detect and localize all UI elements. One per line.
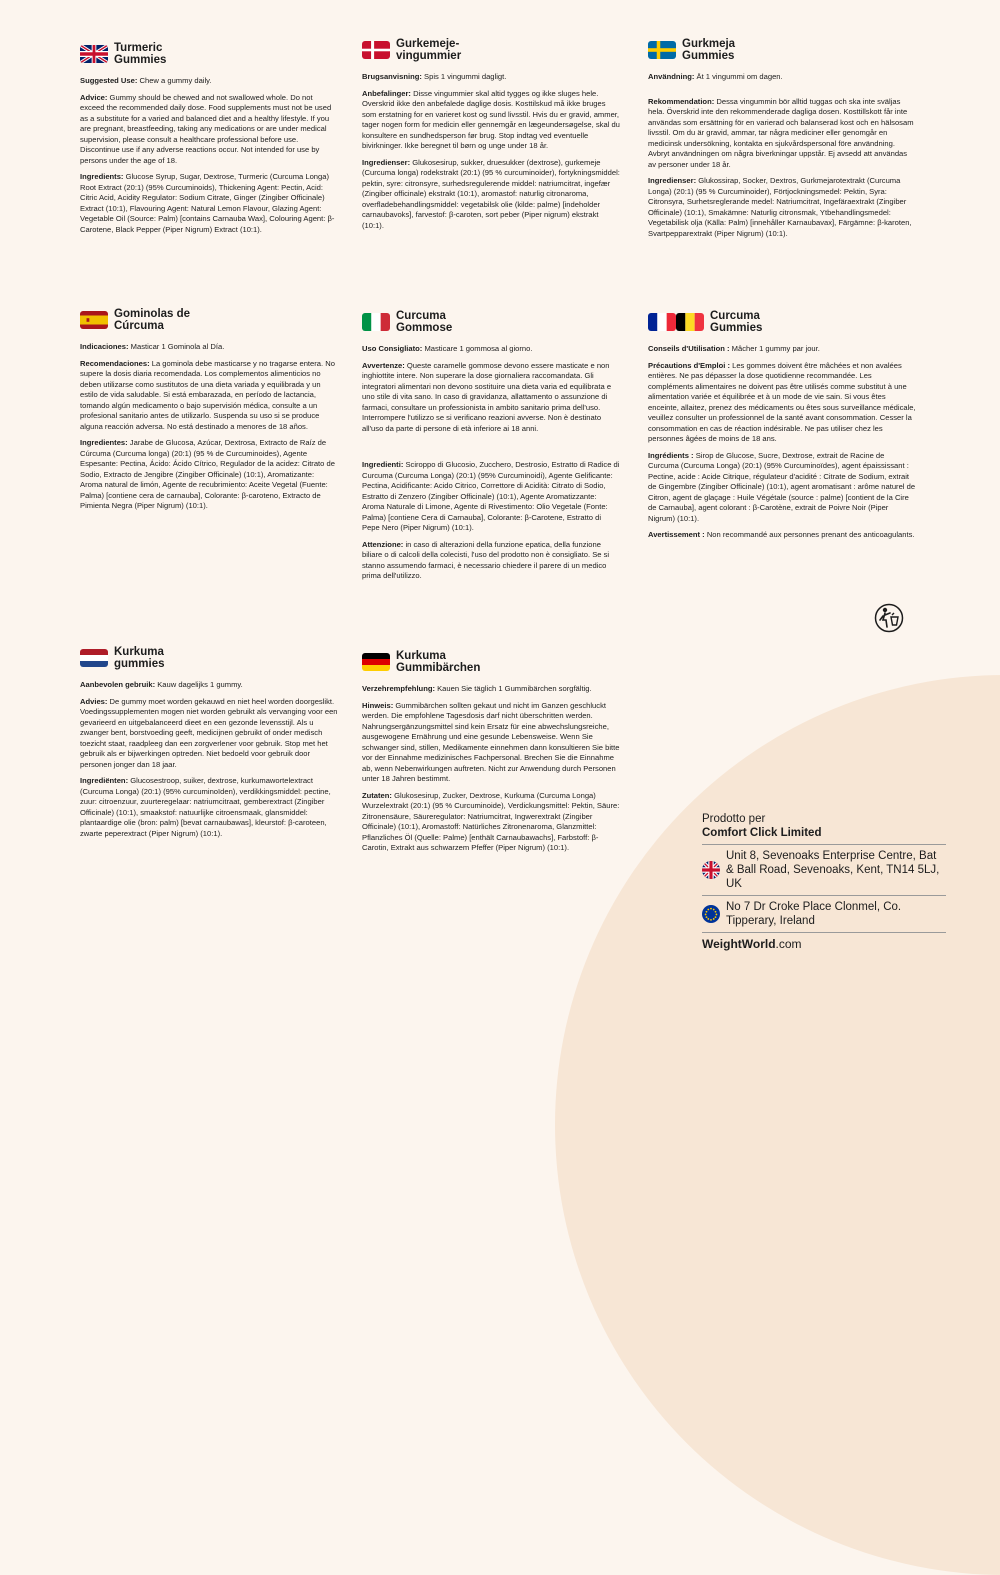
usage-text: Aanbevolen gebruik: Kauw dagelijks 1 gummy. bbox=[80, 680, 243, 689]
advice-text: Rekommendation: Dessa vingummin bör alltid tuggas och ska inte sväljas hela. Överskrid inte den rekommenderade dagliga dosen. Kosttillskott får inte användas som ersättning för en varierad och balanserad kost och en hälsosam livsstil. Om du är gravid, ammar, tar några mediciner eller genomgår en medicinsk undersökning, kontakta en sjukvårdspersonal före användning. Avbryt användningen om några biverkningar uppstår. Ej avsedd att användas av personer under 18 år. bbox=[648, 96, 914, 169]
ingredients-text: Ingredientes: Jarabe de Glucosa, Azúcar, Dextrosa, Extracto de Raíz de Cúrcuma (Curcuma longa) (20:1) (95 % de Curcuminoides), Agente Espesante: Pectina, Ácido: Ácido Cítrico, Regulador de la acidez: Citrato de Sodio, Extracto de Jengibre (Zingiber Officinale) (10:1), Aromatizante: Aroma natural de limón, Agente de recubrimiento: Aceite Vegetal (Fuente: Palma) [contiene cera de carnauba], Colorante: β-caroteno, Extracto de Pimienta Negra (Piper Nigrum) (10:1). bbox=[80, 438, 335, 510]
advice-text: Avvertenze: Queste caramelle gommose devono essere masticate e non inghiottite intere. Non superare la dose giornaliera raccomandata. Gli integratori alimentari non devono sostituire una dieta varia ed equilibrata e uno stile di vita sano. In caso di gravidanza, allattamento o assunzione di farmaci, consultare un professionista in ambito sanitario prima dell'uso. Interrompere l'utilizzo se si verificano reazioni avverse. Non è destinato all'uso da parte di persone di età inferiore ai 18 anni. bbox=[362, 360, 612, 433]
produced-for-label: Prodotto per bbox=[702, 813, 766, 825]
eu-flag-icon bbox=[702, 905, 720, 923]
spain-flag-icon bbox=[80, 311, 108, 329]
section-title: Turmeric Gummies bbox=[114, 42, 167, 66]
ingredients-text: Ingredienser: Glukosesirup, sukker, druesukker (dextrose), gurkemeje (Curcuma longa) rodekstrakt (20:1) (95 % curcuminoider), fortykningsmiddel: pektin, syre: citronsyre, surhedsregulerende middel: natriumcitrat, ingefær (Zingiber officinale) ekstrakt (10:1), aromastof: naturlig citronaroma, overfladebehandlingsmiddel: vegetabilsk olie (kilde: palme) [indeholder carnaubavoks], farvestof: β-caroten, sort peber (Piper nigrum) ekstrakt (10:1). bbox=[362, 157, 620, 230]
section-nl bbox=[80, 646, 338, 845]
section-title: Gominolas de Cúrcuma bbox=[114, 308, 191, 332]
section-title: Curcuma Gummies bbox=[710, 310, 763, 334]
italy-flag-icon bbox=[362, 313, 390, 331]
usage-text: Brugsanvisning: Spis 1 vingummi dagligt. bbox=[362, 72, 507, 81]
section-se bbox=[648, 38, 916, 245]
usage-text: Suggested Use: Chew a gummy daily. bbox=[80, 76, 212, 85]
section-es bbox=[80, 308, 338, 518]
ingredients-text: Zutaten: Glukosesirup, Zucker, Dextrose, Kurkuma (Curcuma Longa) Wurzelextrakt (20:1) (95 % Curcuminoide), Verdickungsmittel: Pektin, Säure: Zitronensäure, Säureregulator: Natriumcitrat, Ingwerextrakt (Zingiber Officinale) (10:1), Aromastoff: Natürliches Zitronenaroma, Glanzmittel: Pflanzliches Öl (Quelle: Palme) [enthält Carnaubawachs], Farbstoff: β-Carotin, Extrakt aus schwarzem Pfeffer (Piper Nigrum) (10:1). bbox=[362, 790, 620, 852]
uk-address: Unit 8, Sevenoaks Enterprise Centre, Bat & Ball Road, Sevenoaks, Kent, TN14 5LJ, UK bbox=[726, 850, 940, 890]
usage-text: Användning: Ät 1 vingummi om dagen. bbox=[648, 72, 783, 81]
advice-text: Advies: De gummy moet worden gekauwd en niet heel worden doorgeslikt. Voedingssupplementen mogen niet worden gebruikt als vervanging voor een gevarieerd en uitgebalanceerd dieet en een gezonde levensstijl. Als u zwanger bent, borstvoeding geeft, medicijnen gebruikt of onder medisch toezicht staat, raadpleeg dan een zorgverlener voor gebruik. Stop met het gebruik als er bijwerkingen optreden. Niet bedoeld voor gebruik door personen jonger dan 18 jaar. bbox=[80, 696, 338, 769]
warning-text: Avertissement : Non recommandé aux personnes prenant des anticoagulants. bbox=[648, 530, 915, 539]
usage-text: Verzehrempfehlung: Kauen Sie täglich 1 Gummibärchen sorgfältig. bbox=[362, 684, 592, 693]
advice-text: Advice: Gummy should be chewed and not swallowed whole. Do not exceed the recommended daily dose. Food supplements must not be used as a substitute for a varied and balanced diet and a healthy lifestyle. If you are pregnant, breastfeeding, taking any medications or are under medical supervision, please consult a healthcare professional before use. Discontinue use if any adverse reactions occur. Not intended for use by persons under the age of 18. bbox=[80, 92, 332, 165]
warning-text: Attenzione: in caso di alterazioni della funzione epatica, della funzione biliare o di calcoli della colecisti, l'uso del prodotto non è consigliato. Se si stanno assumendo farmaci, è necessario chiedere il parere di un medico prima dell'utilizzo. bbox=[362, 539, 610, 580]
sweden-flag-icon bbox=[648, 41, 676, 59]
section-header bbox=[80, 42, 338, 66]
section-header bbox=[80, 646, 338, 670]
section-title: Kurkuma Gummibärchen bbox=[396, 650, 481, 674]
section-header bbox=[362, 650, 620, 674]
tidyman-recycle-icon bbox=[874, 603, 904, 633]
divider bbox=[702, 895, 946, 896]
france-flag-icon bbox=[648, 313, 676, 331]
ie-address-row bbox=[702, 900, 946, 928]
ingredients-text: Ingredienti: Sciroppo di Glucosio, Zucchero, Destrosio, Estratto di Radice di Curcuma (Curcuma Longa) (20:1) (95% Curcuminoidi), Agente Gelificante: Pectina, Acidificante: Acido Citrico, Correttore di Acidità: Citrato di Sodio, Estratto di Zenzero (Zingiber Officinale) (10:1), Agente Aromatizzante: Aroma Naturale di Limone, Agente di Rivestimento: Olio Vegetale (Fonte: Palma) [contiene Cera di Carnauba], Colorante: β-Carotene, Estratto di Pepe Nero (Piper Nigrum) (10:1). bbox=[362, 460, 620, 532]
section-de bbox=[362, 650, 620, 860]
ingredients-text: Ingredienser: Glukossirap, Socker, Dextros, Gurkmejarotextrakt (Curcuma Longa) (20:1) (95 % Curcuminoider), Förtjockningsmedel: Pektin, Syra: Citronsyra, Surhetsreglerande medel: Natriumcitrat, Ingefäraextrakt (Zingiber Officinale) (10:1), Smakämne: Naturlig citronsmak, Ytbehandlingsmedel: Vegetabilisk olja (Källa: Palm) [innehåller Karnaubavax], Färgämne: β-karoten, Svartpepparextrakt (Piper Nigrum) (10:1). bbox=[648, 176, 912, 238]
uk-flag-icon bbox=[80, 45, 108, 63]
netherlands-flag-icon bbox=[80, 649, 108, 667]
section-title: Curcuma Gommose bbox=[396, 310, 453, 334]
section-fr bbox=[648, 310, 916, 547]
ingredients-text: Ingrediënten: Glucosestroop, suiker, dextrose, kurkumawortelextract (Curcuma Longa) (20:1) (95% curcuminoïden), verdikkingsmiddel: pectine, zuur: citroenzuur, zuurteregelaar: natriumcitraat, gemberextract (Zingiber Officinale) (10:1), smaakstof: natuurlijke citroensmaak, glansmiddel: plantaardige olie (bron: palm) [bevat carnaubawas], kleurstof: β-caroteen, zwarte peperextract (Piper Nigrum) (10:1). bbox=[80, 776, 331, 838]
section-dk bbox=[362, 38, 620, 237]
advice-text: Hinweis: Gummibärchen sollten gekaut und nicht im Ganzen geschluckt werden. Die empfohlene Tagesdosis darf nicht überschritten werden. Nahrungsergänzungsmittel sind kein Ersatz für eine abwechslungsreiche, ausgewogene Ernährung und eine gesunde Lebensweise. Wenn Sie schwanger sind, stillen, Medikamente einnehmen dann konsultieren Sie bitte vor der Einnahme medizinisches Fachpersonal. Brechen Sie die Einnahme ab, wenn Nebenwirkungen auftreten. Nicht zur Anwendung durch Personen unter 18 Jahren bestimmt. bbox=[362, 700, 620, 783]
advice-text: Recomendaciones: La gominola debe masticarse y no tragarse entera. No supere la dosis diaria recomendada. Los complementos alimenticios no deben utilizarse como sustitutos de una dieta variada y equilibrada y un estilo de vida saludable. Si está embarazada, en período de lactancia, tomando algún medicamento o bajo supervisión médica, consulte a un profesional sanitario antes de utilizarlo. Suspenda su uso si se produce alguna reacción adversa. No está destinado a menores de 18 años. bbox=[80, 358, 335, 431]
background-arc bbox=[555, 675, 1000, 1575]
section-title: Gurkmeja Gummies bbox=[682, 38, 736, 62]
uk-address-row bbox=[702, 849, 946, 891]
denmark-flag-icon bbox=[362, 41, 390, 59]
germany-flag-icon bbox=[362, 653, 390, 671]
advice-text: Anbefalinger: Disse vingummier skal altid tygges og ikke sluges hele. Overskrid ikke den anbefalede daglige dosis. Kosttilskud må ikke bruges som erstatning for en varieret kost og sund livsstil. Hvis du er gravid, ammer, tager nogen form for medicin eller gennemgår en lægeundersøgelse, skal du konsultere en sundhedsperson før brug. Stop indtag ved eventuelle bivirkninger. Ikke beregnet til børn og unge under 18 år. bbox=[362, 88, 620, 150]
ingredients-text: Ingredients: Glucose Syrup, Sugar, Dextrose, Turmeric (Curcuma Longa) Root Extract (20:1) (95% Curcuminoids), Thickening Agent: Pectin, Acid: Citric Acid, Acidity Regulator: Sodium Citrate, Ginger (Zingiber Officinale) Extract (10:1), Flavouring Agent: Natural Lemon Flavour, Glazing Agent: Vegetable Oil (Source: Palm) [contains Carnauba Wax], Colouring Agent: β-Carotene, Black Pepper (Piper Nigrum) Extract (10:1). bbox=[80, 172, 335, 234]
section-header bbox=[80, 308, 338, 332]
uk-flag-icon bbox=[702, 861, 720, 879]
section-header bbox=[362, 38, 620, 62]
section-en bbox=[80, 42, 338, 241]
belgium-flag-icon bbox=[676, 313, 704, 331]
divider bbox=[702, 844, 946, 845]
usage-text: Indicaciones: Masticar 1 Gominola al Día. bbox=[80, 342, 225, 351]
ingredients-text: Ingrédients : Sirop de Glucose, Sucre, Dextrose, extrait de Racine de Curcuma (Curcuma Longa) (20:1) (95% Curcuminoïdes), agent épaississant : Pectine, acide : Acide Citrique, régulateur d'acidité : Citrate de Sodium, extrait de Gingembre (Zingiber Officinale) (10:1), agent aromatisant : arôme naturel de Citron, agent de glaçage : Huile Végétale (source : palme) [contient de la Cire de Carnauba], agent colorant : β-Carotène, extrait de Poivre Noir (Piper Nigrum) (10:1). bbox=[648, 450, 916, 523]
section-header bbox=[648, 38, 916, 62]
usage-text: Conseils d'Utilisation : Mâcher 1 gummy par jour. bbox=[648, 344, 820, 353]
company-name: Comfort Click Limited bbox=[702, 827, 822, 839]
usage-text: Uso Consigliato: Masticare 1 gommosa al giorno. bbox=[362, 344, 533, 353]
section-title: Gurkemeje- vingummier bbox=[396, 38, 462, 62]
advice-text: Précautions d'Emploi : Les gommes doivent être mâchées et non avalées entières. Ne pas dépasser la dose quotidienne recommandée. Les compléments alimentaires ne doivent pas être utilisés comme substitut à une alimentation variée et équilibrée et à un mode de vie sain. Si vous êtes enceinte, allaitez, prenez des médicaments ou êtes sous surveillance médicale, veuillez consulter un professionnel de la santé avant consommation. Cesser la consommation en cas de réaction indésirable. Ne pas utiliser chez les personnes âgées de moins de 18 ans. bbox=[648, 360, 916, 443]
section-it bbox=[362, 310, 620, 588]
section-title: Kurkuma gummies bbox=[114, 646, 165, 670]
brand-logo: WeightWorld.com bbox=[702, 937, 802, 951]
section-header bbox=[648, 310, 916, 334]
ie-address: No 7 Dr Croke Place Clonmel, Co. Tipperary, Ireland bbox=[726, 901, 902, 927]
divider bbox=[702, 932, 946, 933]
manufacturer-info bbox=[702, 813, 946, 951]
section-header bbox=[362, 310, 620, 334]
